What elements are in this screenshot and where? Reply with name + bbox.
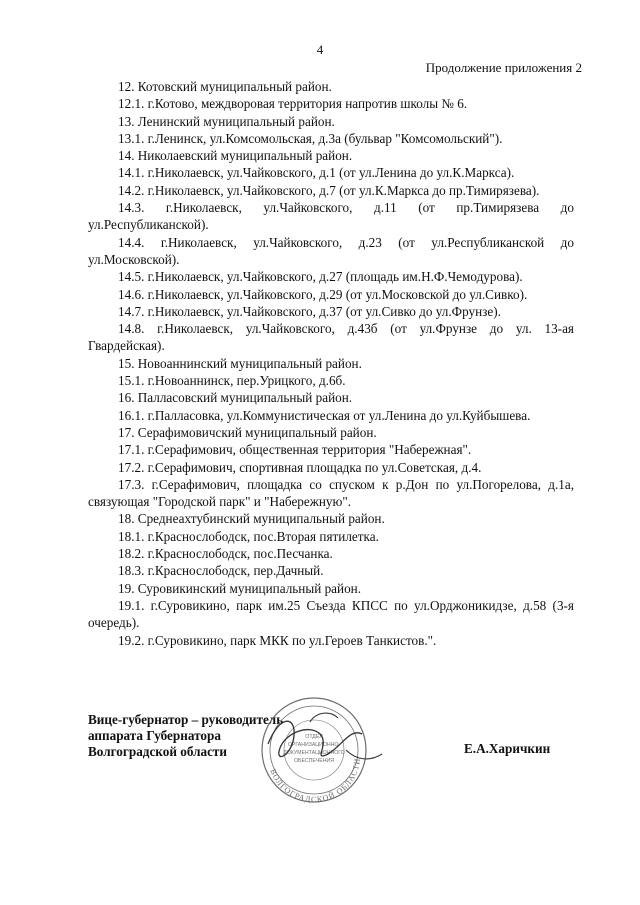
seal-ring-text: ВОЛГОГРАДСКОЙ ОБЛАСТИ bbox=[268, 757, 363, 805]
list-item: 12.1. г.Котово, междворовая территория напротив школы № 6. bbox=[118, 96, 468, 112]
list-item: 18. Среднеахтубинский муниципальный район. bbox=[118, 511, 385, 527]
position-line: Вице-губернатор – руководитель bbox=[88, 712, 284, 727]
list-item: 14.5. г.Николаевск, ул.Чайковского, д.27 (площадь им.Н.Ф.Чемодурова). bbox=[118, 269, 523, 285]
list-item: 14. Николаевский муниципальный район. bbox=[118, 148, 353, 164]
svg-text:ОБЕСПЕЧЕНИЯ: ОБЕСПЕЧЕНИЯ bbox=[294, 758, 334, 764]
position-line: аппарата Губернатора bbox=[88, 728, 221, 743]
list-item: 18.1. г.Краснослободск, пос.Вторая пятилетка. bbox=[118, 528, 379, 544]
list-item: 13. Ленинский муниципальный район. bbox=[118, 113, 335, 129]
list-item: 15. Новоаннинский муниципальный район. bbox=[118, 355, 362, 371]
list-item: 17.3. г.Серафимович, площадка со спуском к р.Дон по ул.Погорелова, д.1а, связующая "Городской парк" и "Набережную". bbox=[88, 476, 574, 510]
list-item: 14.7. г.Николаевск, ул.Чайковского, д.37 (от ул.Сивко до ул.Фрунзе). bbox=[118, 303, 501, 319]
list-item: 18.2. г.Краснослободск, пос.Песчанка. bbox=[118, 546, 333, 562]
list-item: 19.1. г.Суровикино, парк им.25 Съезда КПСС по ул.Орджоникидзе, д.58 (3-я очередь). bbox=[88, 597, 574, 631]
page-number: 4 bbox=[316, 42, 324, 57]
continuation-label: Продолжение приложения 2 bbox=[425, 60, 582, 75]
list-item: 18.3. г.Краснослободск, пер.Дачный. bbox=[118, 563, 324, 579]
list-item: 13.1. г.Ленинск, ул.Комсомольская, д.3а (бульвар "Комсомольский"). bbox=[118, 130, 503, 146]
list-item: 14.4. г.Николаевск, ул.Чайковского, д.23 (от ул.Республиканской до ул.Московской). bbox=[88, 234, 574, 267]
list-item: 19. Суровикинский муниципальный район. bbox=[118, 580, 362, 596]
position-line: Волгоградской области bbox=[88, 744, 228, 759]
list-item: 16.1. г.Палласовка, ул.Коммунистическая от ул.Ленина до ул.Куйбышева. bbox=[118, 407, 531, 423]
handwritten-signature bbox=[250, 704, 400, 794]
list-item: 16. Палласовский муниципальный район. bbox=[118, 390, 353, 406]
svg-text:ОТДЕЛ: ОТДЕЛ bbox=[305, 734, 323, 740]
list-item: 14.6. г.Николаевск, ул.Чайковского, д.29 (от ул.Московской до ул.Сивко). bbox=[118, 286, 528, 302]
list-item: 14.3. г.Николаевск, ул.Чайковского, д.11 (от пр.Тимирязева до ул.Республиканской). bbox=[88, 200, 574, 233]
list-item: 17.2. г.Серафимович, спортивная площадка по ул.Советская, д.4. bbox=[118, 459, 482, 475]
list-item: 14.2. г.Николаевск, ул.Чайковского, д.7 (от ул.К.Маркса до пр.Тимирязева). bbox=[118, 182, 540, 198]
list-item: 17. Серафимовичский муниципальный район. bbox=[118, 424, 377, 440]
signatory-name: Е.А.Харичкин bbox=[464, 741, 551, 756]
svg-text:ДОКУМЕНТАЦИОННОГО: ДОКУМЕНТАЦИОННОГО bbox=[283, 750, 345, 756]
list-item: 17.1. г.Серафимович, общественная территория "Набережная". bbox=[118, 442, 472, 458]
document-body bbox=[88, 78, 574, 649]
list-item: 19.2. г.Суровикино, парк МКК по ул.Героев Танкистов.". bbox=[118, 632, 437, 648]
list-item: 12. Котовский муниципальный район. bbox=[118, 79, 332, 94]
list-item: 15.1. г.Новоаннинск, пер.Урицкого, д.6б. bbox=[118, 373, 346, 389]
svg-text:ОРГАНИЗАЦИОННО-: ОРГАНИЗАЦИОННО- bbox=[287, 742, 341, 748]
list-item: 14.8. г.Николаевск, ул.Чайковского, д.43б (от ул.Фрунзе до ул. 13-ая Гвардейская). bbox=[88, 321, 574, 354]
list-item: 14.1. г.Николаевск, ул.Чайковского, д.1 (от ул.Ленина до ул.К.Маркса). bbox=[118, 165, 515, 181]
